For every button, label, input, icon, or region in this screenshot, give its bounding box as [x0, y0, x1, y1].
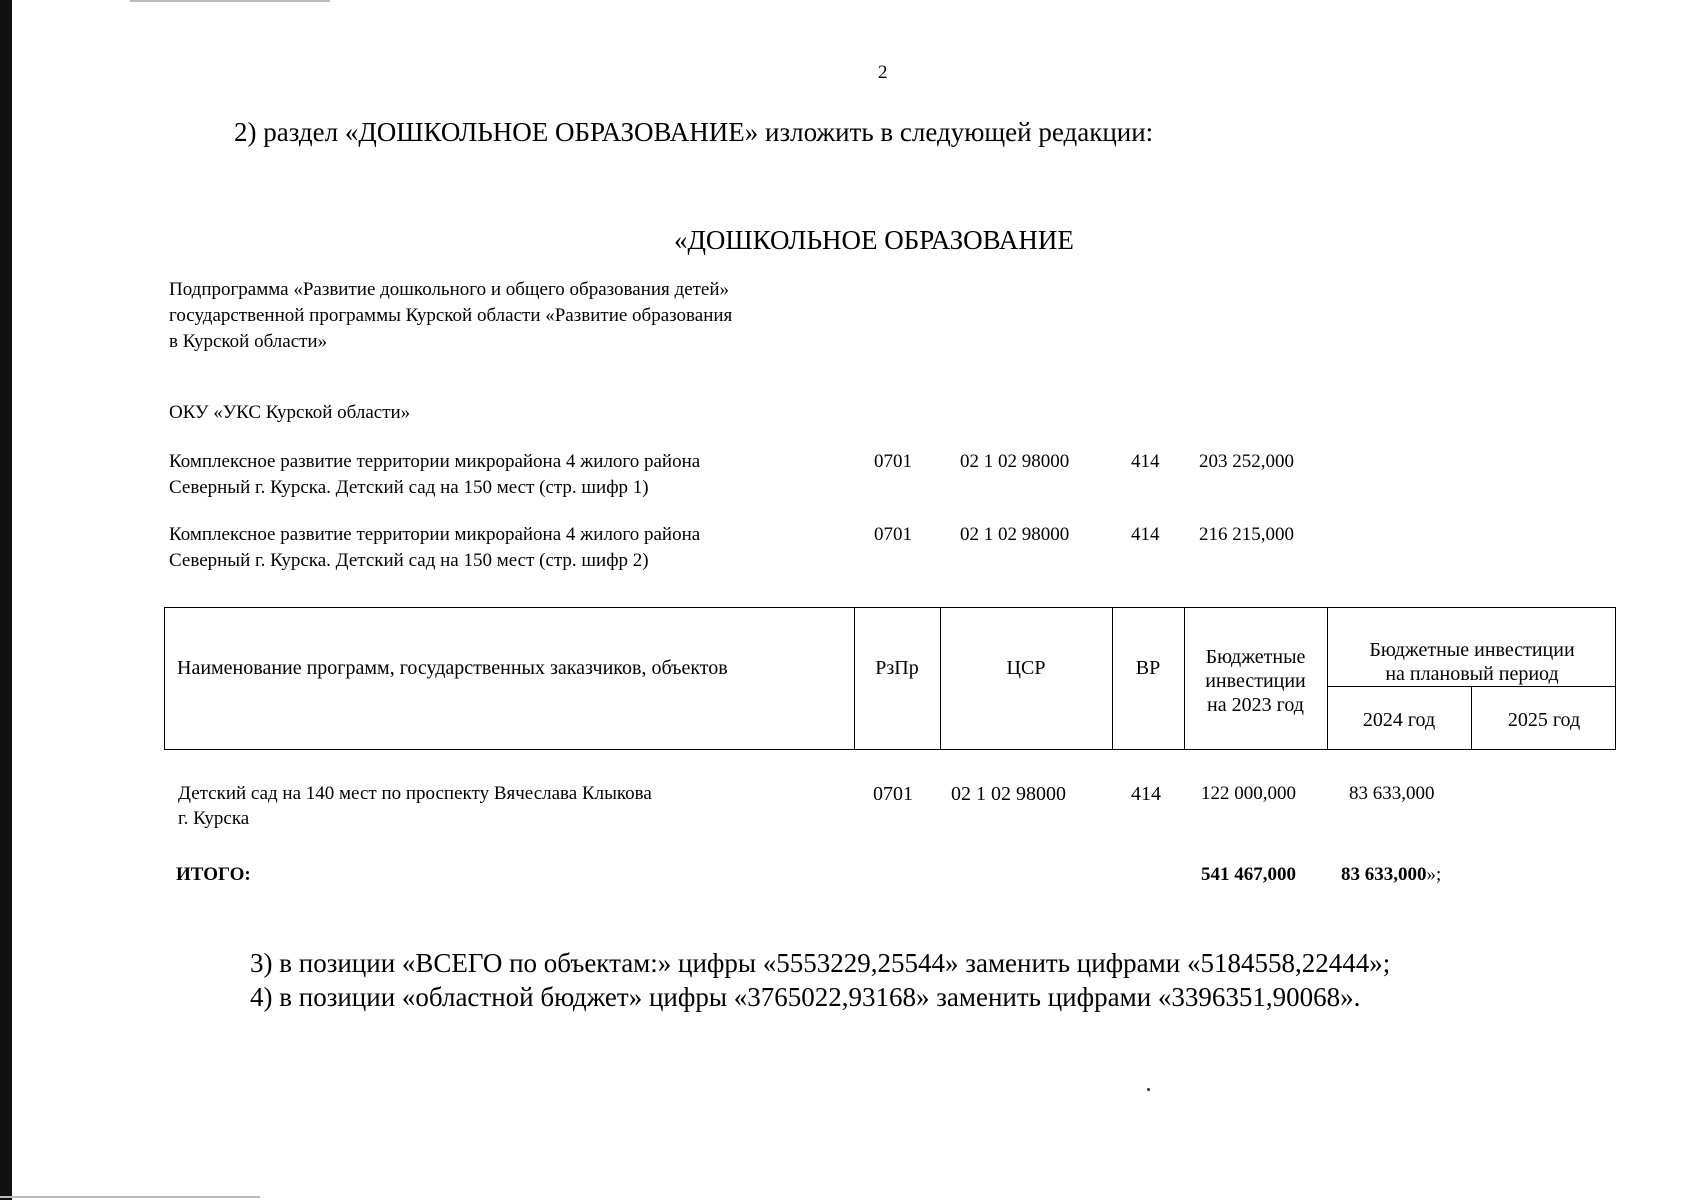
csr-value: 02 1 02 98000 — [960, 451, 1070, 472]
header-inv2023: инвестиции — [1205, 670, 1306, 692]
subprogram-line: государственной программы Курской области «Развитие образования — [169, 305, 733, 326]
table-header — [164, 607, 1616, 750]
header-planned: на плановый период — [1385, 663, 1559, 685]
scan-edge — [0, 0, 12, 1200]
investment-2023: 203 252,000 — [1199, 451, 1294, 472]
total-label: ИТОГО: — [176, 864, 251, 885]
total-2023: 541 467,000 — [1201, 864, 1296, 885]
header-planned: Бюджетные инвестиции — [1369, 639, 1575, 661]
item-4: 4) в позиции «областной бюджет» цифры «3765022,93168» заменить цифрами «3396351,90068». — [250, 982, 1361, 1012]
header-inv2023: на 2023 год — [1207, 694, 1304, 716]
investment-2023: 122 000,000 — [1201, 783, 1296, 804]
header-vr: ВР — [1135, 657, 1161, 679]
total-2024-value: 83 633,000 — [1341, 864, 1427, 885]
csr-value: 02 1 02 98000 — [951, 783, 1066, 805]
object-name: Комплексное развитие территории микрорайона 4 жилого района — [169, 524, 701, 545]
scan-artifact-bottom — [0, 1196, 260, 1198]
investment-2024: 83 633,000 — [1349, 783, 1435, 804]
object-name: Детский сад на 140 мест по проспекту Вячеслава Клыкова — [178, 783, 652, 804]
header-inv2023: Бюджетные — [1205, 646, 1306, 668]
object-name: Комплексное развитие территории микрорайона 4 жилого района — [169, 451, 701, 472]
page-number: 2 — [878, 62, 888, 83]
subprogram-line: Подпрограмма «Развитие дошкольного и общего образования детей» — [169, 279, 730, 300]
rzpr-value: 0701 — [874, 524, 912, 545]
vr-value: 414 — [1131, 783, 1161, 805]
customer-name: ОКУ «УКС Курской области» — [169, 402, 411, 423]
total-2024 — [1341, 862, 1441, 888]
object-name: Северный г. Курска. Детский сад на 150 мест (стр. шифр 2) — [169, 550, 649, 571]
scan-artifact-top — [130, 0, 330, 2]
object-name: Северный г. Курска. Детский сад на 150 мест (стр. шифр 1) — [169, 477, 649, 498]
header-2025: 2025 год — [1507, 709, 1581, 731]
vr-value: 414 — [1131, 524, 1160, 545]
rzpr-value: 0701 — [873, 783, 913, 805]
rzpr-value: 0701 — [874, 451, 912, 472]
vr-value: 414 — [1131, 451, 1160, 472]
subprogram-line: в Курской области» — [169, 331, 328, 352]
header-rzpr: РзПр — [875, 657, 919, 679]
header-2024: 2024 год — [1362, 709, 1436, 731]
header-csr: ЦСР — [1006, 657, 1046, 679]
speck — [1147, 1088, 1150, 1091]
section-title: «ДОШКОЛЬНОЕ ОБРАЗОВАНИЕ — [674, 225, 1074, 255]
intro-paragraph: 2) раздел «ДОШКОЛЬНОЕ ОБРАЗОВАНИЕ» изложить в следующей редакции: — [234, 117, 1154, 147]
investment-2023: 216 215,000 — [1199, 524, 1294, 545]
total-suffix: »; — [1426, 864, 1442, 885]
item-3: 3) в позиции «ВСЕГО по объектам:» цифры «5553229,25544» заменить цифрами «5184558,22444»; — [250, 948, 1391, 978]
csr-value: 02 1 02 98000 — [960, 524, 1070, 545]
header-name: Наименование программ, государственных заказчиков, объектов — [177, 657, 728, 679]
object-name: г. Курска — [178, 808, 250, 829]
